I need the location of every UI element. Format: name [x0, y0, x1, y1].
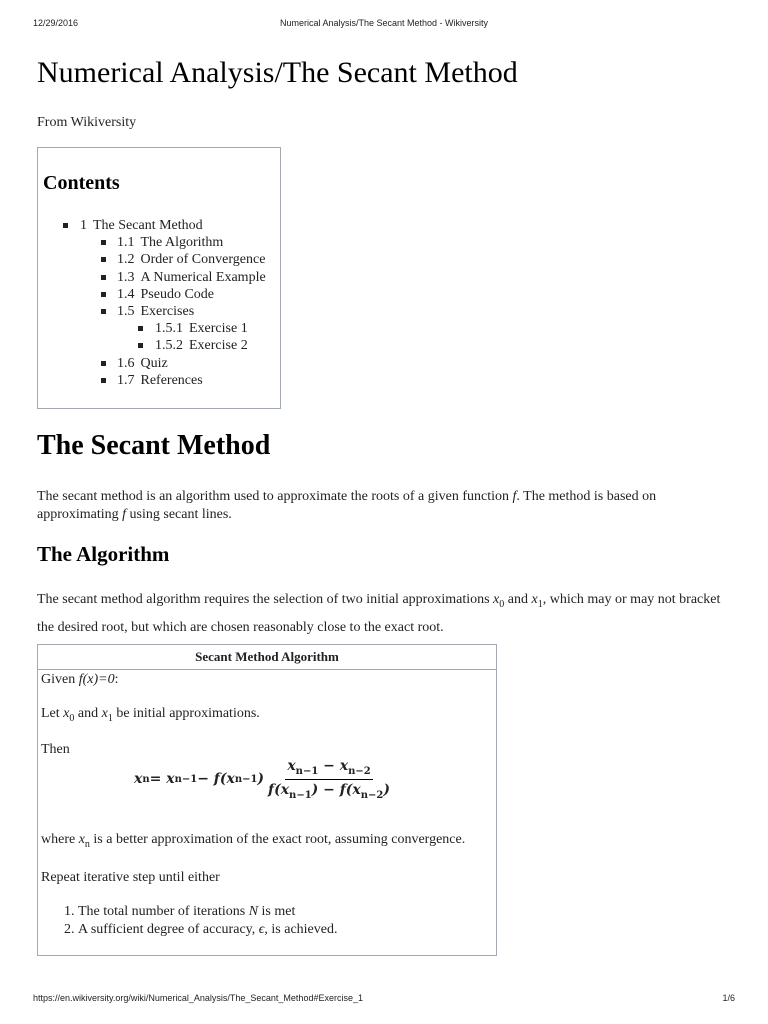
toc-number: 1.6	[117, 355, 135, 371]
table-of-contents	[37, 147, 281, 409]
toc-item-the-algorithm[interactable]	[38, 234, 278, 251]
toc-number: 1.5.2	[155, 338, 183, 354]
algorithm-box	[37, 644, 497, 956]
toc-link[interactable]	[155, 321, 248, 336]
toc-item-exercises[interactable]	[38, 303, 278, 320]
toc-link[interactable]	[117, 304, 194, 319]
toc-number: 1.4	[117, 286, 135, 302]
given-line: Given f(x)=0:	[41, 672, 119, 687]
list-item: 1. The total number of iterations N is met	[78, 903, 337, 921]
variable-x0: $x_0$	[63, 706, 75, 724]
intro-text: using secant lines.	[126, 507, 232, 522]
toc-label: Exercise 1	[189, 321, 248, 337]
secant-formula: x n = x n−1 − f(x n−1 ) $\frac{x_{n-1} - x_{n-2}}{f(x_{n-1}) - f(x_{n-2})}$	[134, 758, 390, 801]
toc-link[interactable]	[117, 373, 203, 388]
toc-item-order-of-convergence[interactable]	[38, 251, 278, 268]
toc-link[interactable]	[117, 252, 265, 267]
let-line: Let $x_0$ and $x_1$ be initial approximations.	[41, 706, 260, 724]
variable-x0: $x_0$	[493, 592, 505, 610]
toc-list	[38, 217, 278, 389]
toc-item-references[interactable]	[38, 372, 278, 389]
toc-label: Exercise 2	[189, 338, 248, 354]
toc-label: A Numerical Example	[140, 269, 266, 285]
given-equation: f(x)=0	[78, 672, 115, 687]
print-url: https://en.wikiversity.org/wiki/Numerical_Analysis/The_Secant_Method#Exercise_1	[33, 993, 363, 1003]
toc-item-numerical-example[interactable]	[38, 269, 278, 286]
variable-xn: $x_n$	[78, 832, 90, 850]
intro-text: The secant method algorithm requires the selection of two initial approximations	[37, 592, 494, 607]
toc-label: The Algorithm	[140, 235, 224, 251]
toc-item-the-secant-method[interactable]	[38, 217, 278, 234]
variable-x1: $x_1$	[531, 592, 543, 610]
toc-link[interactable]	[117, 356, 168, 371]
section-intro	[37, 488, 737, 524]
toc-number: 1.1	[117, 235, 135, 251]
intro-text: The secant method is an algorithm used to approximate the roots of a given function	[37, 489, 513, 504]
toc-item-exercise-1[interactable]	[38, 320, 278, 337]
fraction-denominator: $f(x_{n-1}) - f(x_{n-2})$	[268, 781, 390, 801]
toc-label: The Secant Method	[93, 218, 203, 233]
toc-item-quiz[interactable]	[38, 355, 278, 372]
toc-label: Order of Convergence	[140, 252, 266, 268]
toc-label: References	[140, 372, 203, 388]
subsection-heading: The Algorithm	[37, 542, 170, 566]
toc-label: Exercises	[140, 304, 195, 320]
variable-x1: $x_1$	[101, 706, 113, 724]
site-subtitle: From Wikiversity	[37, 115, 137, 130]
algorithm-intro	[37, 588, 737, 639]
print-page-number: 1/6	[722, 993, 735, 1003]
toc-number: 1.5.1	[155, 321, 183, 337]
toc-item-pseudo-code[interactable]	[38, 286, 278, 303]
toc-number: 1.7	[117, 372, 135, 388]
repeat-line: Repeat iterative step until either	[41, 870, 220, 885]
intro-text: , which may or may not bracket the desired root, but which are chosen reasonably close to the exact root.	[37, 592, 721, 635]
toc-label: Pseudo Code	[140, 286, 214, 302]
formula-fraction	[266, 758, 392, 801]
toc-link[interactable]	[117, 235, 223, 250]
intro-text: and	[504, 592, 532, 607]
toc-number: 1.3	[117, 269, 135, 285]
toc-item-exercise-2[interactable]	[38, 337, 278, 354]
toc-link[interactable]	[117, 270, 266, 285]
print-title: Numerical Analysis/The Secant Method - Wikiversity	[279, 18, 489, 28]
fraction-numerator: $x_{n-1} - x_{n-2}$	[285, 758, 372, 780]
print-date: 12/29/2016	[33, 18, 79, 28]
algorithm-caption: Secant Method Algorithm	[38, 645, 496, 670]
toc-link[interactable]	[80, 218, 203, 233]
intro-text: . The method is based on approximating	[37, 489, 657, 522]
toc-heading: Contents	[43, 172, 120, 194]
function-symbol: f	[122, 507, 127, 522]
section-heading: The Secant Method	[37, 430, 271, 461]
where-line: where $x_n$ is a better approximation of the exact root, assuming convergence.	[41, 832, 466, 850]
toc-number: 1.5	[117, 304, 135, 320]
toc-number: 1.2	[117, 252, 135, 268]
toc-number: 1	[80, 218, 87, 233]
stopping-criteria-list	[61, 903, 337, 939]
list-item: 2. A sufficient degree of accuracy, ϵ, is achieved.	[78, 921, 337, 939]
function-symbol: f	[512, 489, 517, 504]
page-title: Numerical Analysis/The Secant Method	[37, 56, 518, 89]
then-line: Then	[41, 742, 70, 757]
toc-link[interactable]	[155, 338, 248, 353]
toc-link[interactable]	[117, 287, 214, 302]
toc-label: Quiz	[140, 355, 168, 371]
